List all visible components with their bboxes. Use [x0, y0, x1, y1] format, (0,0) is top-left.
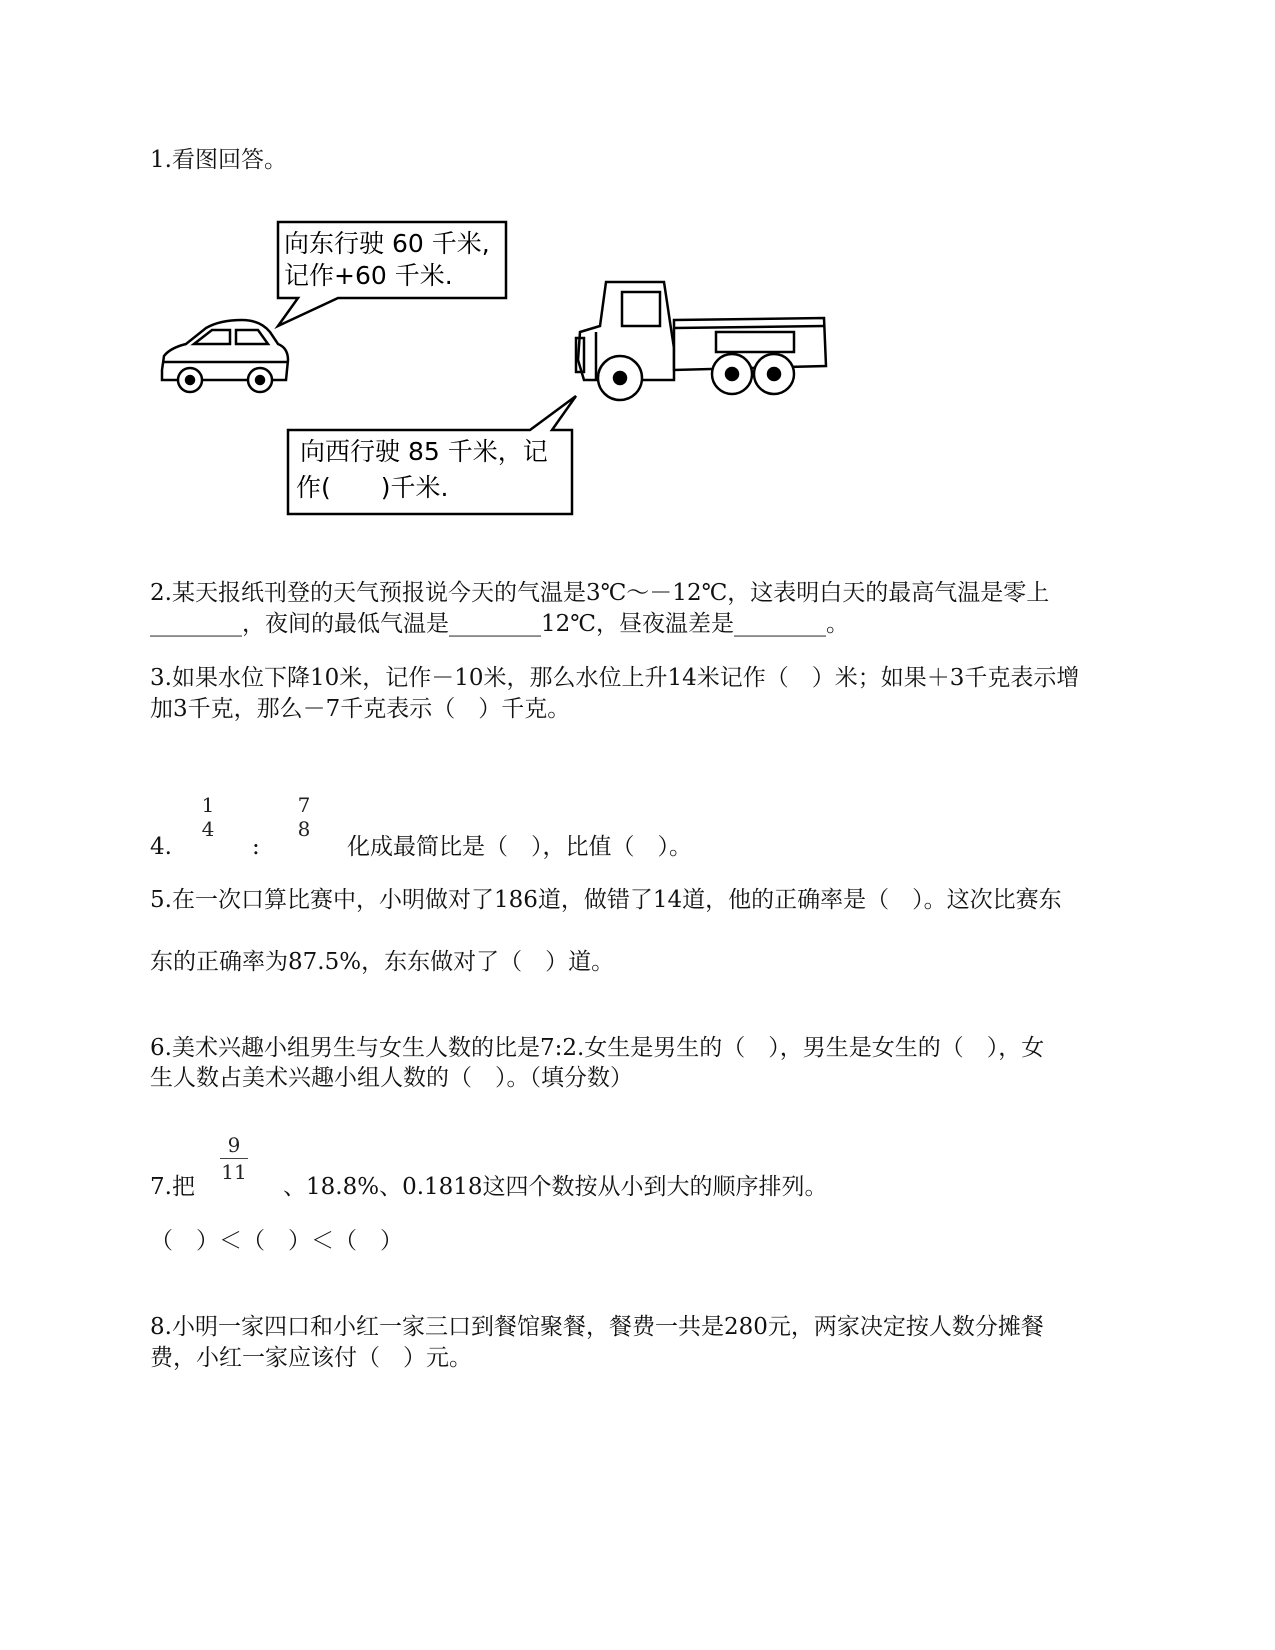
q7-fraction-numerator: 9 — [227, 1133, 241, 1157]
q6-line2: 生人数占美术兴趣小组人数的（ ）。（填分数） — [150, 1065, 633, 1091]
q3-line2: 加3千克，那么－7千克表示（ ）千克。 — [150, 696, 571, 722]
q6-line1: 6.美术兴趣小组男生与女生人数的比是7:2.女生是男生的（ ），男生是女生的（ ），女 — [150, 1035, 1045, 1061]
bubble-west-line1: 向西行驶 85 千米，记 — [300, 437, 548, 466]
q5-line1: 5.在一次口算比赛中，小明做对了186道，做错了14道，他的正确率是（ ）。这次比赛东 — [150, 887, 1062, 913]
q4-fraction-2-numerator: 7 — [297, 793, 311, 817]
q2-line1: 2.某天报纸刊登的天气预报说今天的气温是3℃～－12℃，这表明白天的最高气温是零上 — [150, 580, 1050, 606]
car-icon — [162, 320, 288, 392]
q7-answer-line: （ ）＜（ ）＜（ ） — [150, 1228, 403, 1254]
q4-fraction-1 — [196, 793, 220, 841]
q7-prefix: 7.把 — [150, 1174, 195, 1200]
speech-bubble-east — [278, 222, 506, 326]
q4-prefix: 4. — [150, 834, 172, 860]
q2-line2: ________，夜间的最低气温是________12℃，昼夜温差是________。 — [150, 611, 849, 637]
q4-fraction-1-denominator: 4 — [201, 817, 215, 841]
q4-fraction-2 — [292, 793, 316, 841]
speech-bubble-west — [288, 396, 576, 514]
q7-fraction-denominator: 11 — [221, 1160, 247, 1184]
q4-fraction-2-denominator: 8 — [297, 817, 311, 841]
q4-suffix: 化成最简比是（ ），比值（ ）。 — [347, 834, 692, 860]
bubble-west-line2: 作( )千米. — [296, 473, 449, 502]
q7-fraction — [220, 1133, 248, 1184]
q3-line1: 3.如果水位下降10米，记作－10米，那么水位上升14米记作（ ）米；如果＋3千克表示增 — [150, 665, 1080, 691]
q8-line1: 8.小明一家四口和小红一家三口到餐馆聚餐，餐费一共是280元，两家决定按人数分摊餐 — [150, 1314, 1044, 1340]
q1-figure — [160, 220, 880, 550]
q7-suffix: 、18.8%、0.1818这四个数按从小到大的顺序排列。 — [283, 1174, 828, 1200]
q5-line2: 东的正确率为87.5%，东东做对了（ ）道。 — [150, 949, 615, 975]
bubble-east-line2: 记作+60 千米. — [284, 261, 453, 290]
q1-title: 1.看图回答。 — [150, 147, 287, 173]
q8-line2: 费，小红一家应该付（ ）元。 — [150, 1345, 472, 1371]
q4-fraction-1-numerator: 1 — [201, 793, 215, 817]
q4-colon: : — [252, 834, 260, 860]
bubble-east-line1: 向东行驶 60 千米, — [284, 229, 490, 258]
truck-icon — [576, 282, 826, 400]
